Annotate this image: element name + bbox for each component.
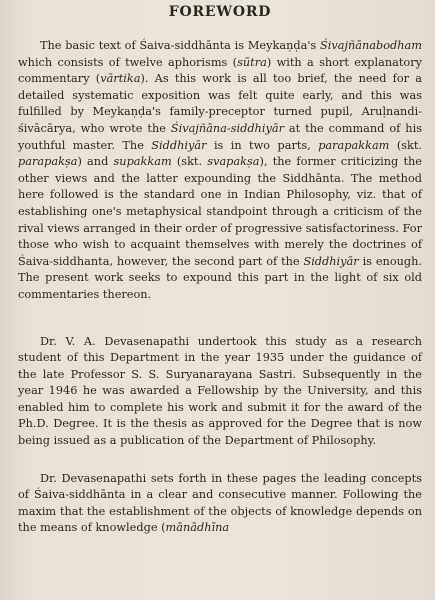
italic-term: Siddhiyār [151, 138, 207, 152]
text-run: is in two parts, [206, 138, 319, 152]
italic-term: Śivajñāna-siddhiyār [170, 121, 284, 135]
italic-term: sūtra [237, 55, 267, 69]
page-heading: FOREWORD [168, 4, 272, 20]
text-run: (skt. [389, 138, 422, 152]
italic-term: Śivajñānabodham [320, 39, 422, 52]
text-run: The basic text of Śaiva-siddhānta is Meykaṇḍa's [40, 39, 321, 52]
italic-term: Siddhiyār [303, 254, 359, 268]
paragraph-3 [18, 471, 422, 537]
text-run: ). As this work is all too brief, the need for a detailed systematic exposition was felt quite early, and this was fulfilled by Meykaṇḍa's family-preceptor turned pupil, Aruḷnandi-śivācārya, who wrote the [18, 72, 422, 135]
text-run: at the command of his youthful master. The [18, 121, 422, 152]
text-run: ) and [77, 155, 114, 169]
text-run: ), the former criticizing the other views and the latter expounding the Siddhānta. The method here followed is the standard one in Indian Philosophy, viz. that of establishing one's metaphysical standpoint through a criticism of the rival views arranged in their order of progressive satisfactoriness. For those who wish to acquaint themselves with merely the doctrines of Śaiva-siddhanta, however, the second part of the [18, 155, 422, 268]
text-run: Dr. Devasenapathi sets forth in these pages the leading concepts of Śaiva-siddhānta in a clear and consecutive manner. Following the maxim that the establishment of the objects of knowledge depends on the means of knowledge ( [18, 471, 422, 535]
paragraph-1 [18, 38, 422, 304]
text-run: Dr. V. A. Devasenapathi undertook this study as a research student of this Department in the year 1935 under the guidance of the late Professor S. S. Suryanarayana Sastri. Subsequently in the year 1946 he was awarded a Fellowship by the University, and this enabled him to complete his work and submit it for the award of the Ph.D. Degree. It is the thesis as approved for the Degree that is now being issued as a publication of the Department of Philosophy. [18, 334, 422, 448]
text-run: ) with a short explanatory commentary ( [18, 55, 422, 86]
italic-term: svapakṣa [207, 155, 260, 169]
italic-term: supakkam [113, 155, 172, 169]
text-run: (skt. [171, 155, 208, 169]
italic-term: vārtika [100, 72, 141, 86]
text-run: which consists of twelve aphorisms ( [18, 55, 238, 69]
italic-term: mānādhīna [165, 521, 230, 535]
italic-term: parapakṣa [18, 155, 78, 169]
italic-term: parapakkam [318, 138, 390, 152]
text-run: is enough. The present work seeks to expound this part in the light of six old commentaries thereon. [18, 254, 422, 301]
paragraph-2 [18, 334, 422, 450]
